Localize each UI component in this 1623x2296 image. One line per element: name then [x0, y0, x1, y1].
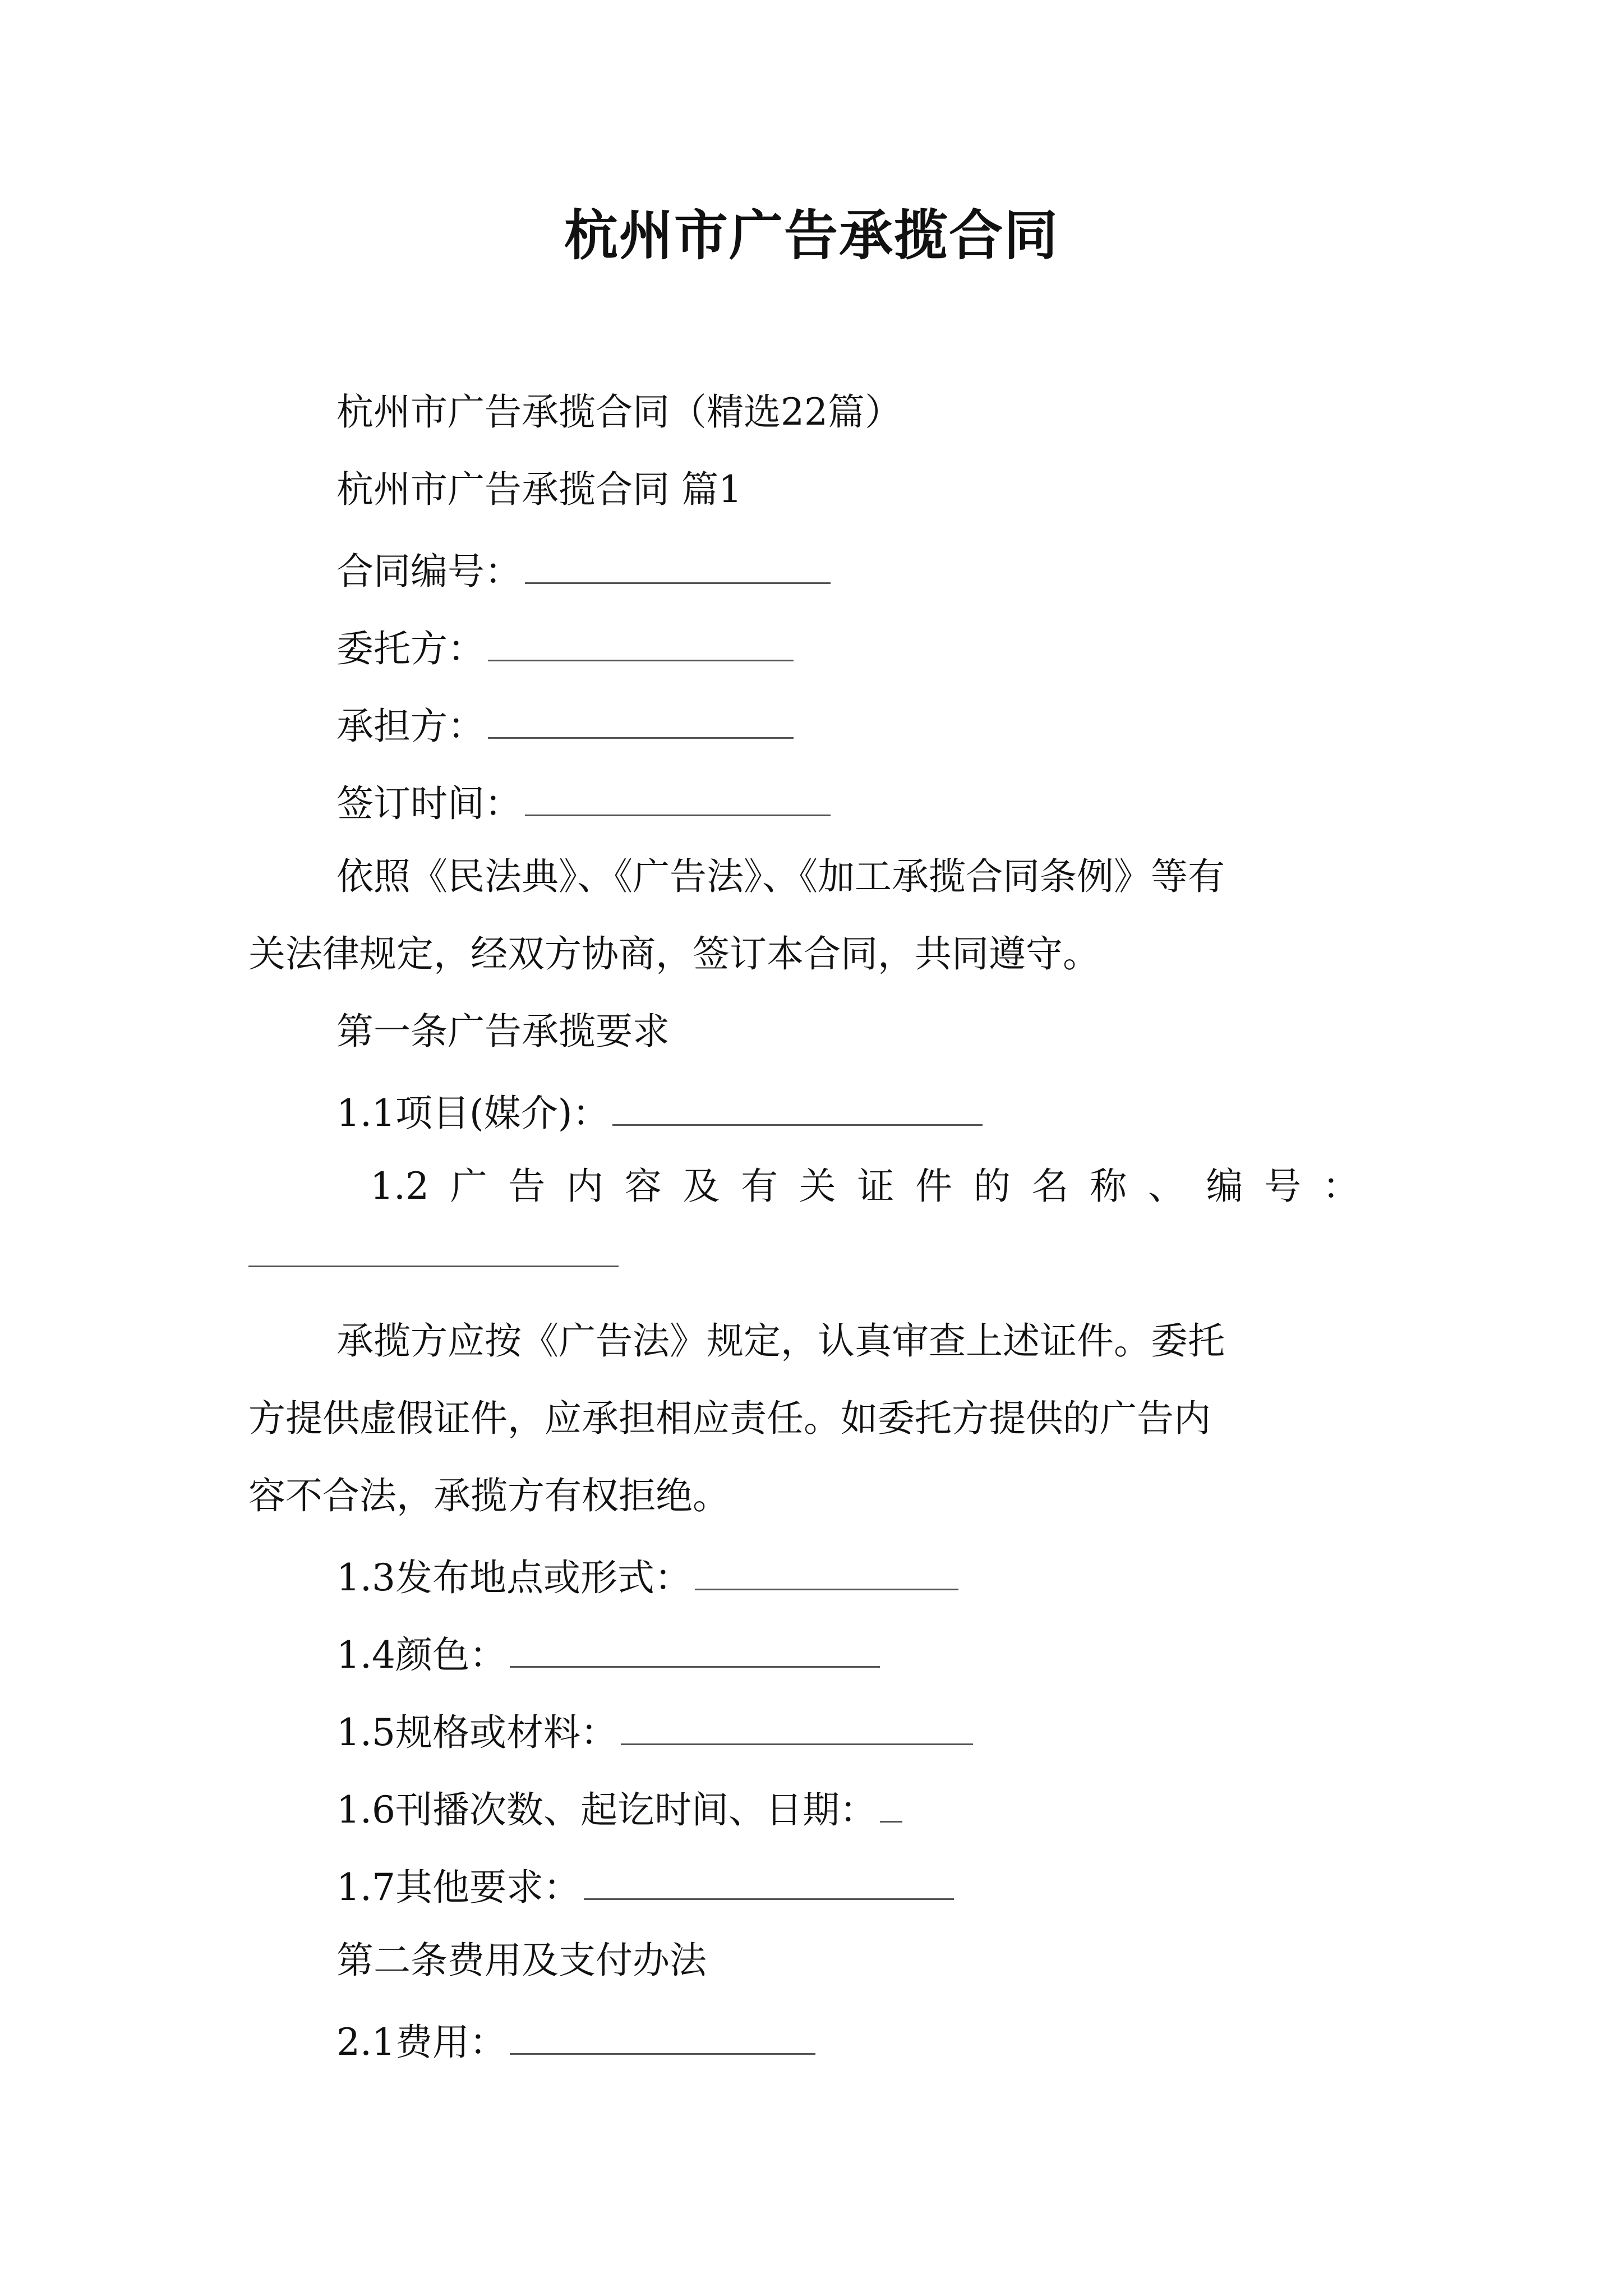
item-1-5-label: 1.5规格或材料： [336, 1711, 617, 1754]
item-1-4 [336, 1626, 880, 1681]
item-1-2-char: 件 [915, 1165, 953, 1208]
item-1-5 [336, 1703, 973, 1758]
sign-time-field [336, 774, 831, 829]
item-1-6-label: 1.6刊播次数、起讫时间、日期： [336, 1788, 877, 1832]
item-2-1-label: 2.1费用： [336, 2021, 506, 2064]
client-label: 委托方： [336, 627, 485, 670]
client-field [336, 619, 794, 674]
document-subtitle: 杭州市广告承揽合同（精选22篇） [336, 390, 902, 434]
preamble-line-2: 关法律规定，经双方协商，签订本合同，共同遵守。 [248, 932, 1100, 976]
item-1-1-label: 1.1项目(媒介)： [336, 1092, 610, 1135]
item-1-2-char: 的 [973, 1165, 1011, 1208]
document-title: 杭州市广告承揽合同 [564, 204, 1059, 267]
item-1-3 [336, 1548, 958, 1603]
item-1-2-char: 称 [1090, 1165, 1127, 1208]
item-1-2-char: 1.2 [370, 1165, 429, 1208]
item-1-6 [336, 1780, 902, 1835]
preamble-line-1: 依照《民法典》、《广告法》、《加工承揽合同条例》等有 [336, 855, 1225, 898]
item-1-3-label: 1.3发布地点或形式： [336, 1556, 691, 1599]
sign-time-blank [525, 774, 831, 816]
item-1-2-char: 广 [450, 1165, 487, 1208]
item-1-2-char: 告 [508, 1165, 546, 1208]
client-blank [488, 619, 794, 661]
item-1-4-label: 1.4颜色： [336, 1634, 506, 1677]
item-1-7-blank [584, 1858, 954, 1900]
item-1-4-blank [510, 1626, 880, 1668]
item-1-2-char: 名 [1031, 1165, 1069, 1208]
section-2-heading: 第二条费用及支付办法 [336, 1939, 707, 1982]
item-2-1 [336, 2013, 815, 2068]
item-1-2-char: ： [1322, 1165, 1359, 1208]
contractor-field [336, 697, 794, 752]
item-1-2-char: 内 [566, 1165, 604, 1208]
contract-number-blank [525, 542, 831, 584]
item-1-3-blank [695, 1548, 958, 1590]
item-1-2 [370, 1161, 1359, 1212]
contract-number-field [336, 542, 831, 597]
contract-number-label: 合同编号： [336, 550, 522, 593]
item-1-7 [336, 1858, 954, 1913]
item-1-6-blank [880, 1780, 902, 1823]
item-1-2-char: 、 [1147, 1165, 1185, 1208]
item-1-2-char: 容 [624, 1165, 662, 1208]
article-heading: 杭州市广告承揽合同 篇1 [336, 468, 742, 511]
item-1-7-label: 1.7其他要求： [336, 1866, 580, 1909]
review-line-1: 承揽方应按《广告法》规定，认真审查上述证件。委托 [336, 1319, 1225, 1363]
item-1-2-char: 关 [799, 1165, 836, 1208]
item-1-2-char: 编 [1206, 1165, 1243, 1208]
section-1-heading: 第一条广告承揽要求 [336, 1010, 670, 1053]
item-1-2-blank [248, 1266, 619, 1267]
review-line-2: 方提供虚假证件，应承担相应责任。如委托方提供的广告内 [248, 1397, 1211, 1440]
contractor-blank [488, 697, 794, 739]
item-1-2-char: 号 [1264, 1165, 1302, 1208]
item-2-1-blank [510, 2013, 815, 2055]
review-line-3: 容不合法，承揽方有权拒绝。 [248, 1474, 730, 1517]
contractor-label: 承担方： [336, 705, 485, 748]
item-1-1-blank [612, 1084, 983, 1126]
item-1-5-blank [621, 1703, 973, 1745]
item-1-2-char: 证 [857, 1165, 895, 1208]
item-1-2-char: 有 [741, 1165, 778, 1208]
item-1-2-char: 及 [683, 1165, 720, 1208]
sign-time-label: 签订时间： [336, 782, 522, 825]
item-1-1 [336, 1084, 983, 1139]
